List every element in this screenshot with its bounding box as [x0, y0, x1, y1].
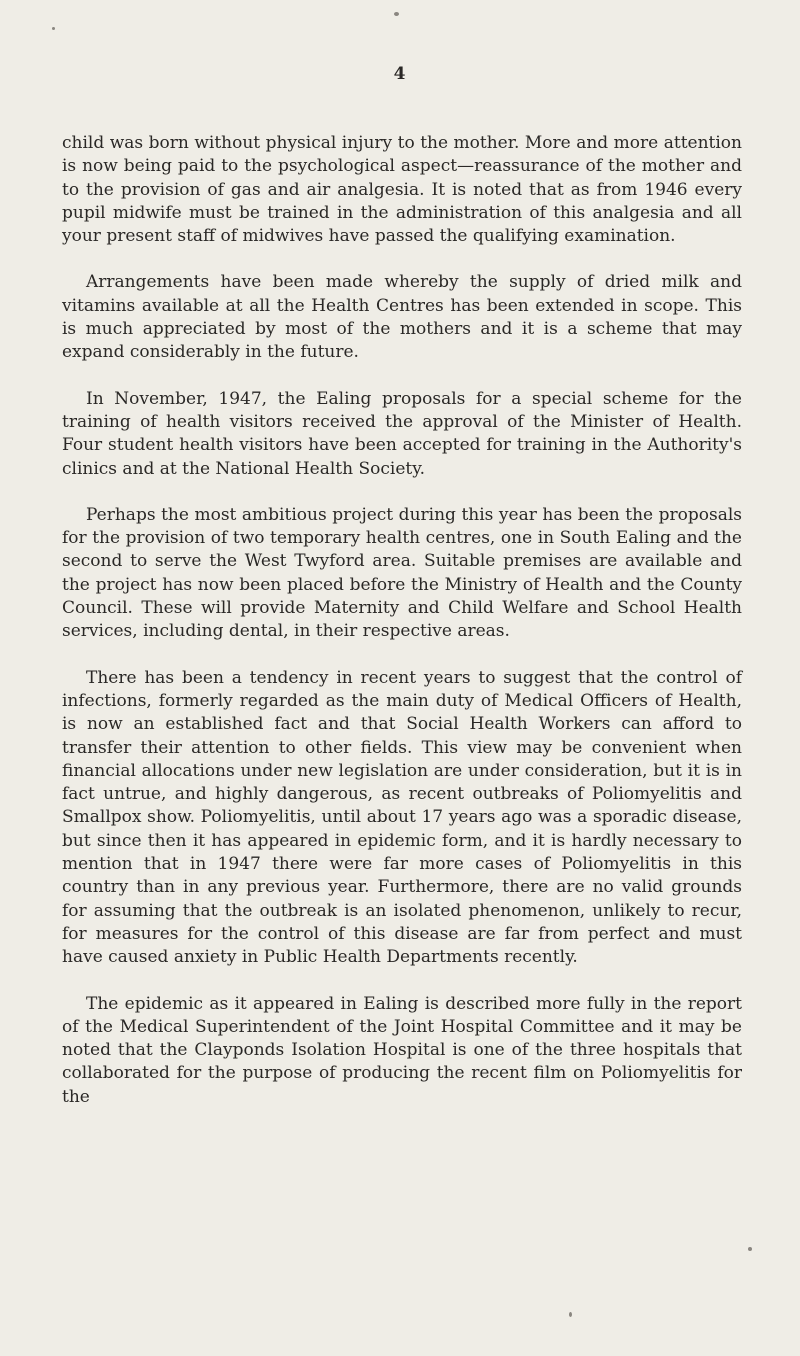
- paper-speck: [394, 12, 399, 16]
- paragraph-epidemic: The epidemic as it appeared in Ealing is described more fully in the report of the Medical Superintendent of the Joint Hospital Committee and it may be noted that the Clayponds Isolation Hospital is one of the three hospitals that collaborated for the purpose of producing the recent film on Poliomyelitis for the: [62, 993, 742, 1107]
- paragraph-infection-control: There has been a tendency in recent years to suggest that the control of infections, formerly regarded as the main duty of Medical Officers of Health, is now an established fact and that Social Health Workers can afford to transfer their attention to other fields. This view may be convenient when financial allocations under new legislation are under consideration, but it is in fact untrue, and highly dangerous, as recent outbreaks of Poliomyelitis and Smallpox show. Poliomyelitis, until about 17 years ago was a sporadic disease, but since then it has appeared in epidemic form, and it is hardly necessary to mention that in 1947 there were far more cases of Poliomyelitis in this country than in any previous year. Furthermore, there are no valid grounds for assuming that the outbreak is an isolated phenomenon, unlikely to recur, for measures for the control of this disease are far from perfect and must have caused anxiety in Public Health Departments recently.: [62, 667, 742, 968]
- paper-speck: [52, 27, 55, 30]
- paper-speck: [748, 1247, 752, 1251]
- paragraph-dried-milk: Arrangements have been made whereby the supply of dried milk and vitamins available at all the Health Centres has been extended in scope. This is much appreciated by most of the mothers and it is a scheme that may expand considerably in the future.: [62, 272, 742, 363]
- paragraph-health-centres: Perhaps the most ambitious project during this year has been the proposals for the provision of two temporary health centres, one in South Ealing and the second to serve the West Twyford area. Suitable premises are available and the project has now been placed before the Ministry of Health and the County Council. These will provide Maternity and Child Welfare and School Health services, including dental, in their respective areas.: [62, 504, 742, 642]
- paragraph-midwifery: child was born without physical injury to the mother. More and more attention is now being paid to the psychological aspect—reassurance of the mother and to the provision of gas and air analgesia. It is noted that as from 1946 every pupil midwife must be trained in the administration of this analgesia and all your present staff of midwives have passed the qualifying examination.: [62, 133, 742, 247]
- paper-speck: [569, 1312, 572, 1317]
- paragraph-health-visitors: In November, 1947, the Ealing proposals for a special scheme for the training of health visitors received the approval of the Minister of Health. Four student health visitors have been accepted for training in the Authority's clinics and at the National Health Society.: [62, 388, 742, 479]
- body-text: [62, 132, 742, 1132]
- page-number: 4: [393, 64, 407, 84]
